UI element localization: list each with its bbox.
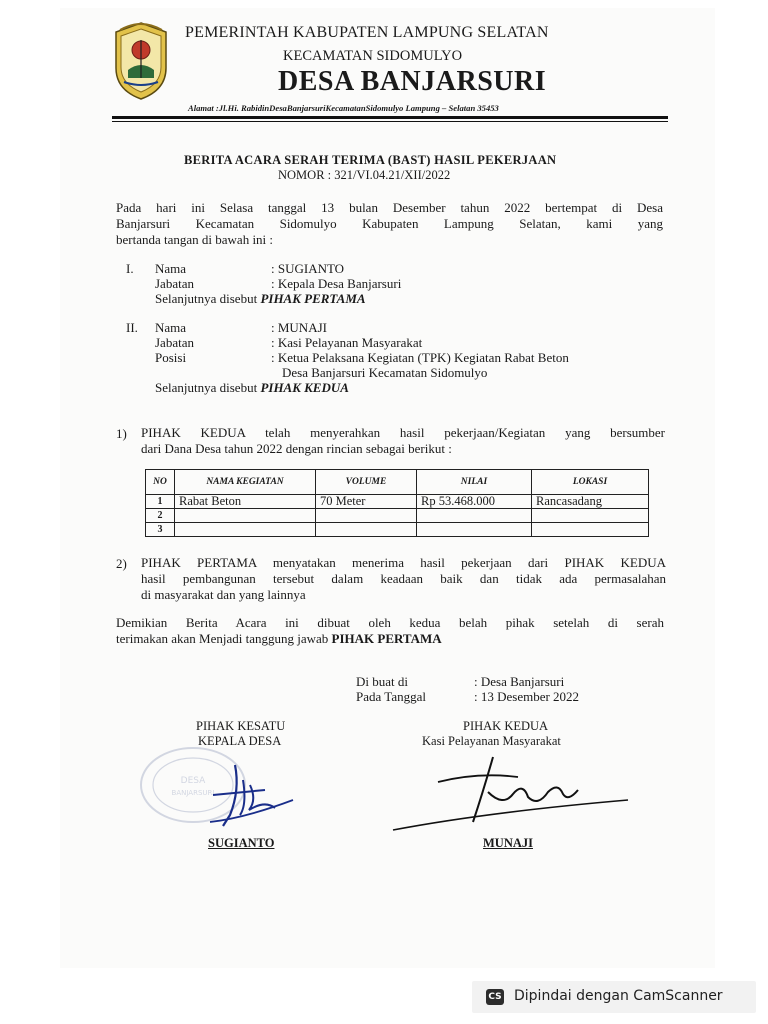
- party1-name-value: : SUGIANTO: [271, 261, 345, 276]
- activity-table: [145, 469, 649, 537]
- point2-number: 2): [116, 556, 127, 571]
- col-header-location: LOKASI: [532, 470, 649, 495]
- point1-line: PIHAK KEDUA telah menyerahkan hasil pekerjaan/Kegiatan yang bersumber: [141, 425, 665, 440]
- party2-number: II.: [126, 320, 138, 335]
- cell-location: Rancasadang: [532, 495, 649, 509]
- cell-value: [417, 523, 532, 537]
- cell-no: 2: [146, 509, 175, 523]
- left-signer-title: KEPALA DESA: [198, 734, 282, 748]
- cell-activity: Rabat Beton: [175, 495, 316, 509]
- date-label: Pada Tanggal: [356, 689, 426, 704]
- place-label: Di buat di: [356, 674, 408, 689]
- intro-line: bertanda tangan di bawah ini :: [116, 232, 274, 247]
- party2-role-value-cont: Desa Banjarsuri Kecamatan Sidomulyo: [282, 365, 488, 380]
- camscanner-icon: CS: [486, 989, 504, 1005]
- col-header-activity: NAMA KEGIATAN: [175, 470, 316, 495]
- letterhead-rule-thin: [112, 121, 668, 122]
- party2-position-label: Jabatan: [155, 335, 194, 350]
- cell-activity: [175, 523, 316, 537]
- party1-designation-label: Selanjutnya disebut: [155, 291, 258, 306]
- letterhead-government: PEMERINTAH KABUPATEN LAMPUNG SELATAN: [185, 24, 549, 41]
- right-signature: [388, 752, 633, 837]
- right-signer-name: MUNAJI: [483, 836, 533, 850]
- party2-name-label: Nama: [155, 320, 187, 335]
- place-value: : Desa Banjarsuri: [474, 674, 565, 689]
- cell-volume: [316, 509, 417, 523]
- col-header-volume: VOLUME: [316, 470, 417, 495]
- party2-designation-value: PIHAK KEDUA: [260, 380, 349, 395]
- party2-role-label: Posisi: [155, 350, 187, 365]
- table-row: [146, 523, 649, 537]
- table-row: [146, 509, 649, 523]
- closing-line: Demikian Berita Acara ini dibuat oleh kedua belah pihak setelah di serah: [116, 615, 664, 630]
- left-signer-name: SUGIANTO: [208, 836, 275, 850]
- col-header-no: NO: [146, 470, 175, 495]
- cell-no: 1: [146, 495, 175, 509]
- left-signature: [205, 760, 300, 830]
- intro-paragraph: [116, 200, 663, 248]
- point1-number: 1): [116, 426, 127, 441]
- point2-text: [141, 555, 666, 603]
- party2-designation: [155, 380, 349, 396]
- closing-line: [116, 631, 664, 647]
- cell-value: [417, 509, 532, 523]
- intro-line: Banjarsuri Kecamatan Sidomulyo Kabupaten Lampung Selatan, kami yang: [116, 216, 663, 231]
- party1-designation-value: PIHAK PERTAMA: [260, 291, 366, 306]
- letterhead-address: Alamat :Jl.Hi. RabidinDesaBanjarsuriKecamatanSidomulyo Lampung – Selatan 35453: [188, 103, 499, 113]
- stamp-text-line: BANJARSURI: [171, 789, 215, 797]
- point1-text: [141, 425, 665, 457]
- right-signer-title: Kasi Pelayanan Masyarakat: [422, 734, 561, 748]
- closing-line-party: PIHAK PERTAMA: [331, 631, 442, 646]
- party2-position-value: : Kasi Pelayanan Masyarakat: [271, 335, 423, 350]
- document-title: BERITA ACARA SERAH TERIMA (BAST) HASIL PEKERJAAN: [184, 153, 557, 167]
- party1-designation: [155, 291, 366, 307]
- letterhead-district: KECAMATAN SIDOMULYO: [283, 48, 463, 64]
- intro-line: Pada hari ini Selasa tanggal 13 bulan Desember tahun 2022 bertempat di Desa: [116, 200, 663, 215]
- table-header-row: [146, 470, 649, 495]
- cell-volume: 70 Meter: [316, 495, 417, 509]
- party2-role-value: : Ketua Pelaksana Kegiatan (TPK) Kegiatan Rabat Beton: [271, 350, 569, 365]
- cell-location: [532, 509, 649, 523]
- document-number: NOMOR : 321/VI.04.21/XII/2022: [278, 168, 451, 182]
- camscanner-label: Dipindai dengan CamScanner: [514, 988, 723, 1004]
- party1-number: I.: [126, 261, 134, 276]
- cell-volume: [316, 523, 417, 537]
- party1-position-label: Jabatan: [155, 276, 194, 291]
- closing-paragraph: [116, 615, 664, 647]
- stamp-text-line: DESA: [180, 776, 206, 786]
- point2-line: hasil pembangunan tersebut dalam keadaan baik dan tidak ada permasalahan: [141, 571, 666, 586]
- camscanner-watermark: [472, 981, 756, 1013]
- col-header-value: NILAI: [417, 470, 532, 495]
- regency-emblem-logo: [110, 20, 172, 102]
- date-value: : 13 Desember 2022: [474, 689, 580, 704]
- point2-line: di masyarakat dan yang lainnya: [141, 587, 306, 602]
- point2-line: PIHAK PERTAMA menyatakan menerima hasil pekerjaan dari PIHAK KEDUA: [141, 555, 666, 570]
- right-signer-role: PIHAK KEDUA: [463, 719, 549, 733]
- cell-no: 3: [146, 523, 175, 537]
- cell-value: Rp 53.468.000: [417, 495, 532, 509]
- closing-line-text: terimakan akan Menjadi tanggung jawab: [116, 631, 329, 646]
- party2-designation-label: Selanjutnya disebut: [155, 380, 258, 395]
- left-signer-role: PIHAK KESATU: [196, 719, 286, 733]
- party1-name-label: Nama: [155, 261, 187, 276]
- cell-activity: [175, 509, 316, 523]
- cell-location: [532, 523, 649, 537]
- point1-line: dari Dana Desa tahun 2022 dengan rincian sebagai berikut :: [141, 441, 452, 456]
- party1-position-value: : Kepala Desa Banjarsuri: [271, 276, 402, 291]
- party2-name-value: : MUNAJI: [271, 320, 327, 335]
- letterhead-rule-thick: [112, 116, 668, 119]
- table-row: [146, 495, 649, 509]
- letterhead-village: DESA BANJARSURI: [278, 66, 547, 97]
